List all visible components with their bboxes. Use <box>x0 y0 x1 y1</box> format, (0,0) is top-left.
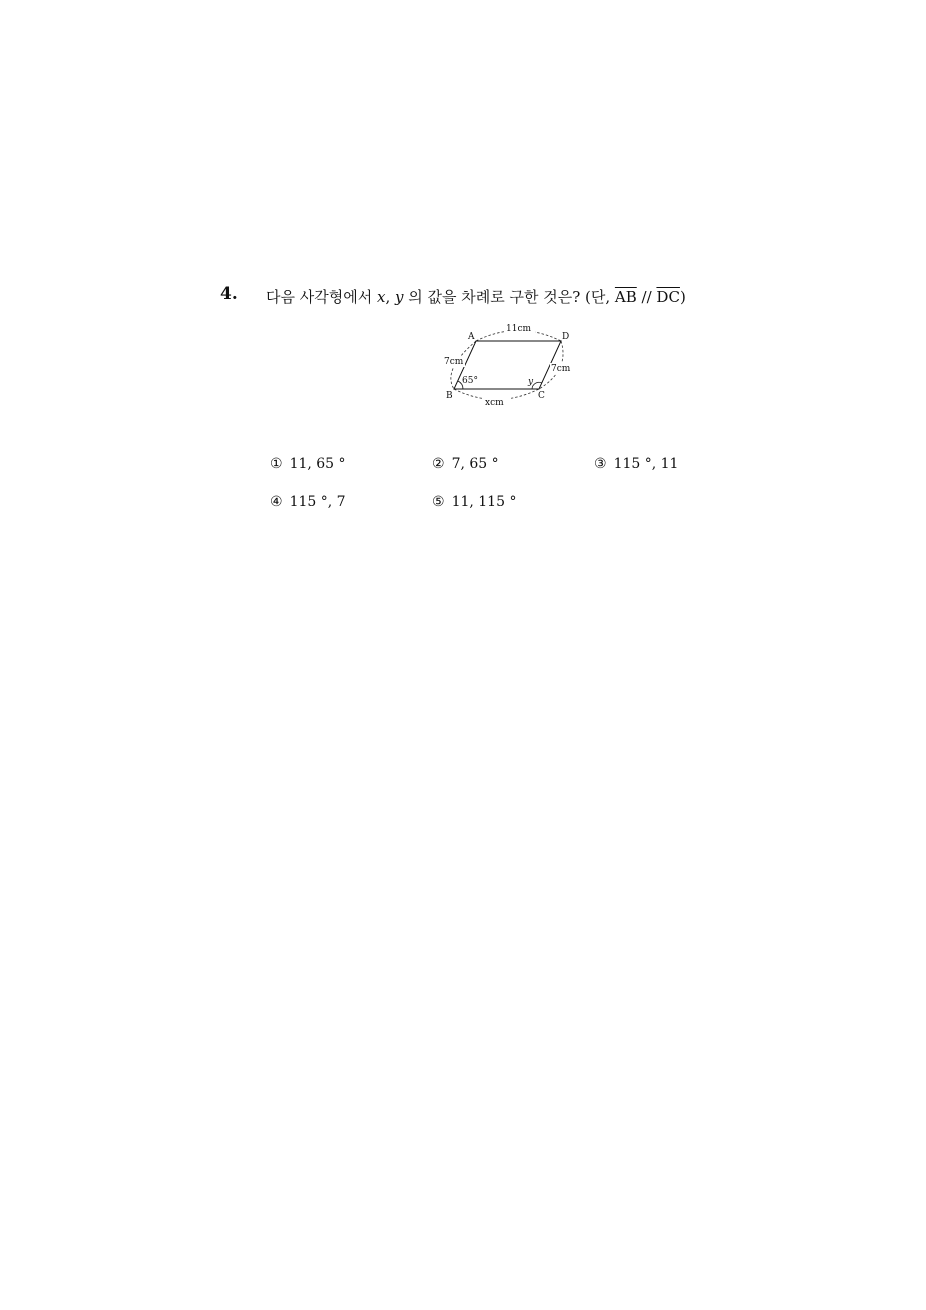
choice-5-text: 11, 115 ° <box>451 494 517 510</box>
choice-4-text: 115 °, 7 <box>289 494 346 510</box>
choice-5-number: ⑤ <box>432 494 445 510</box>
bottom-var: x <box>485 398 491 408</box>
question-text-before: 다음 사각형에서 <box>266 288 377 306</box>
parallel-symbol: // <box>636 288 657 306</box>
segment-ab: $\overline{AB}$ <box>614 288 637 306</box>
choice-3[interactable] <box>594 456 678 472</box>
parallelogram-diagram <box>436 320 586 412</box>
choice-5[interactable] <box>432 494 516 510</box>
choice-2-text: 7, 65 ° <box>451 456 499 472</box>
choice-1-text: 11, 65 ° <box>289 456 346 472</box>
question-text-middle: 의 값을 차례로 구한 것은? (단, <box>403 288 615 306</box>
choice-1[interactable] <box>270 456 346 472</box>
question-number: 4. <box>220 284 238 304</box>
left-length-label: 7cm <box>444 357 464 367</box>
angle-c-label: y <box>528 377 534 387</box>
bottom-unit: cm <box>490 398 504 408</box>
variable-y: y <box>394 288 404 306</box>
vertex-c: C <box>538 391 545 401</box>
vertex-d: D <box>562 332 570 342</box>
variable-x: x <box>376 288 386 306</box>
top-length-label: 11cm <box>506 324 532 334</box>
choice-3-number: ③ <box>594 456 607 472</box>
angle-b-label: 65° <box>462 376 478 386</box>
choice-2-number: ② <box>432 456 445 472</box>
vertex-b: B <box>446 391 453 401</box>
choice-3-text: 115 °, 11 <box>613 456 679 472</box>
choice-4[interactable] <box>270 494 346 510</box>
question-text <box>266 286 686 307</box>
question-text-after: ) <box>679 288 686 306</box>
vertex-a: A <box>468 332 475 342</box>
variable-separator: , <box>385 288 395 306</box>
bottom-length-label <box>485 398 504 408</box>
right-length-label: 7cm <box>551 364 571 374</box>
parallelogram-figure <box>436 320 586 412</box>
choice-4-number: ④ <box>270 494 283 510</box>
choice-1-number: ① <box>270 456 283 472</box>
choice-2[interactable] <box>432 456 499 472</box>
segment-dc: $\overline{DC}$ <box>656 288 680 306</box>
